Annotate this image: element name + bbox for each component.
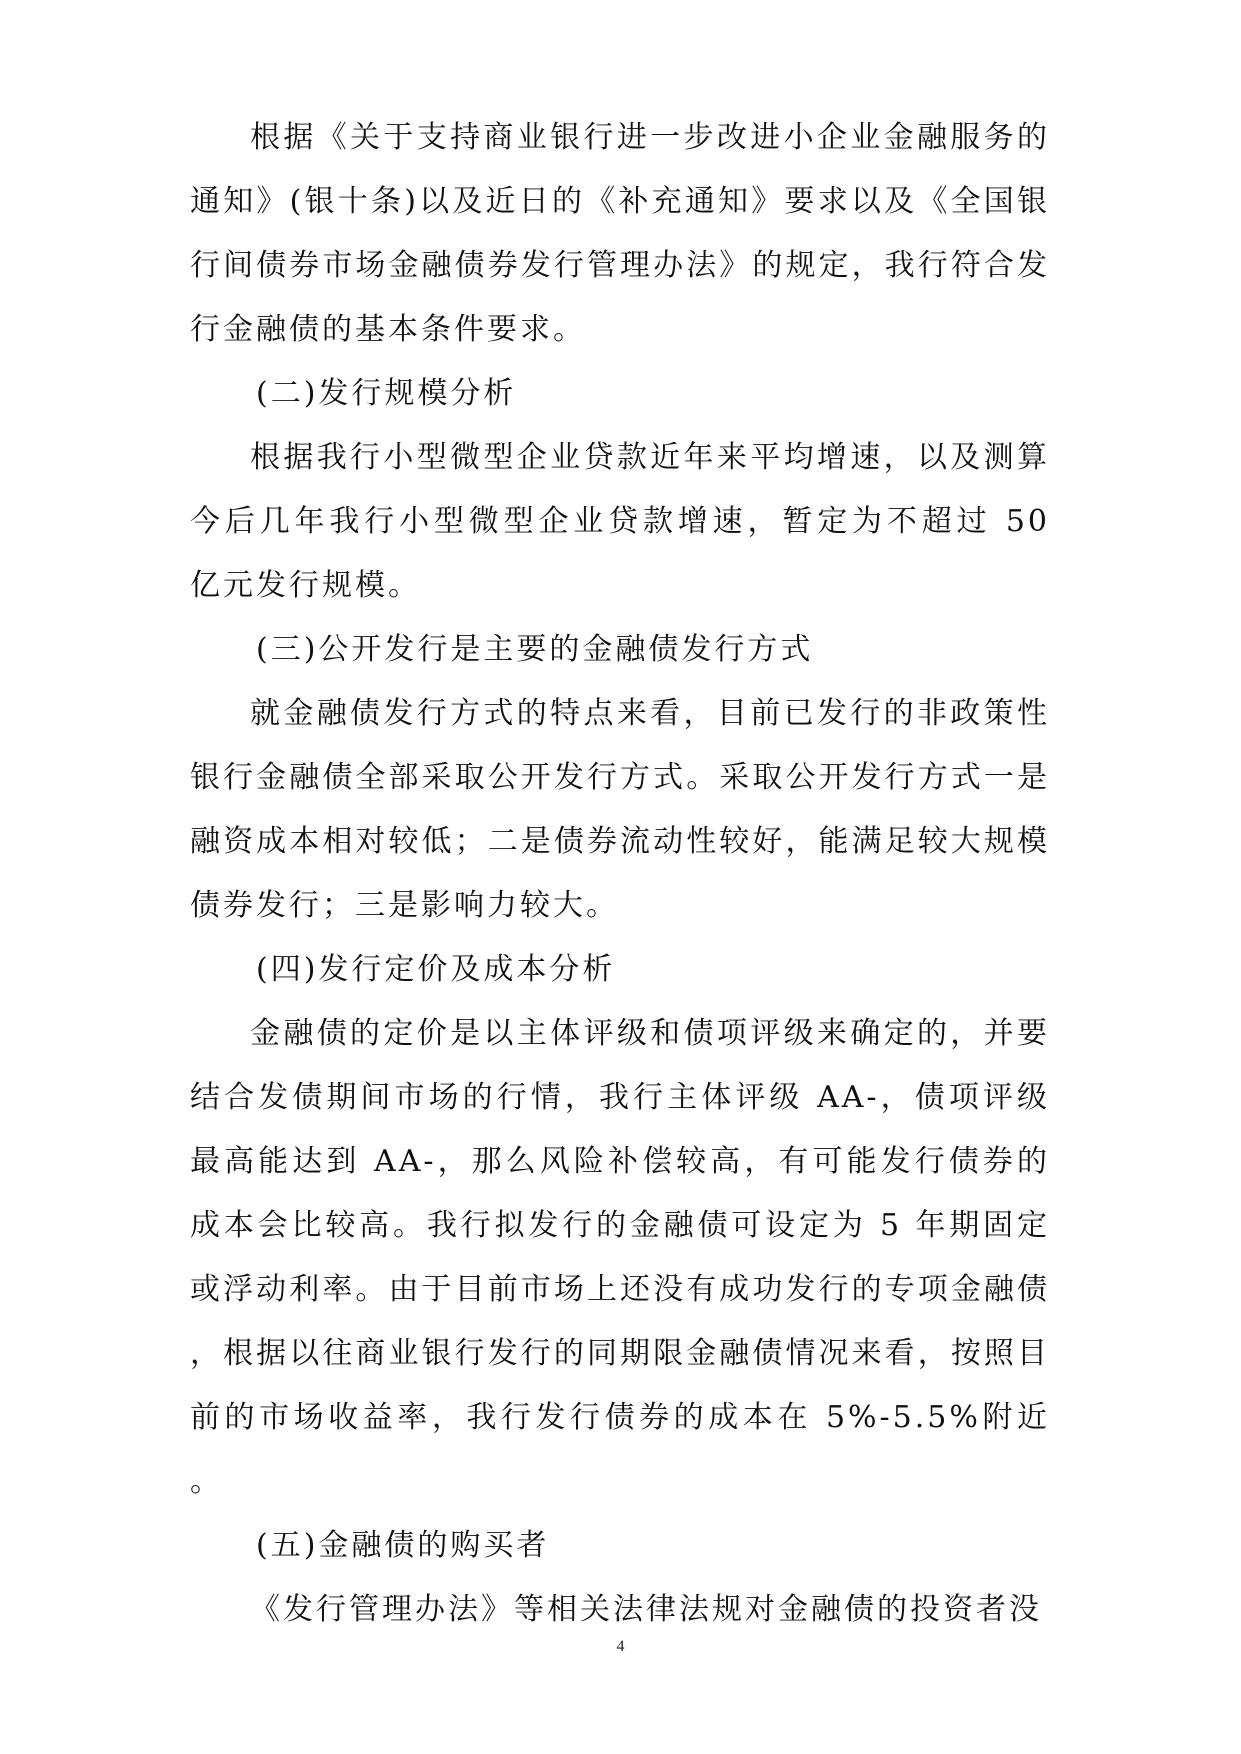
paragraph-buyers: 《发行管理办法》等相关法律法规对金融债的投资者没 [250, 1592, 1042, 1627]
paragraph-issuance-scale: 根据我行小型微型企业贷款近年来平均增速，以及测算今后几年我行小型微型企业贷款增速，暂定为不超过 50 亿元发行规模。 [190, 440, 1050, 603]
paragraph-eligibility: 根据《关于支持商业银行进一步改进小企业金融服务的通知》(银十条)以及近日的《补充通知》要求以及《全国银行间债券市场金融债券发行管理办法》的规定，我行符合发行金融债的基本条件要求。 [190, 120, 1050, 347]
section-heading-public-issuance: (三)公开发行是主要的金融债发行方式 [256, 632, 814, 667]
section-heading-pricing-cost: (四)发行定价及成本分析 [256, 952, 616, 987]
paragraph-public-issuance: 就金融债发行方式的特点来看，目前已发行的非政策性银行金融债全部采取公开发行方式。采取公开发行方式一是融资成本相对较低；二是债券流动性较好，能满足较大规模债券发行；三是影响力较大。 [190, 696, 1050, 923]
paragraph-pricing-cost: 金融债的定价是以主体评级和债项评级来确定的，并要结合发债期间市场的行情，我行主体评级 AA-，债项评级最高能达到 AA-，那么风险补偿较高，有可能发行债券的成本会比较高。我行拟发行的金融债可设定为 5 年期固定或浮动利率。由于目前市场上还没有成功发行的专项金融债，根据以往商业银行发行的同期限金融债情况来看，按照目前的市场收益率，我行发行债券的成本在 5%-5.5%附近。 [190, 1016, 1050, 1499]
document-body [190, 106, 1050, 1642]
section-heading-issuance-scale: (二)发行规模分析 [256, 376, 517, 411]
page-number: 4 [616, 1638, 625, 1655]
section-heading-buyers: (五)金融债的购买者 [256, 1528, 550, 1563]
